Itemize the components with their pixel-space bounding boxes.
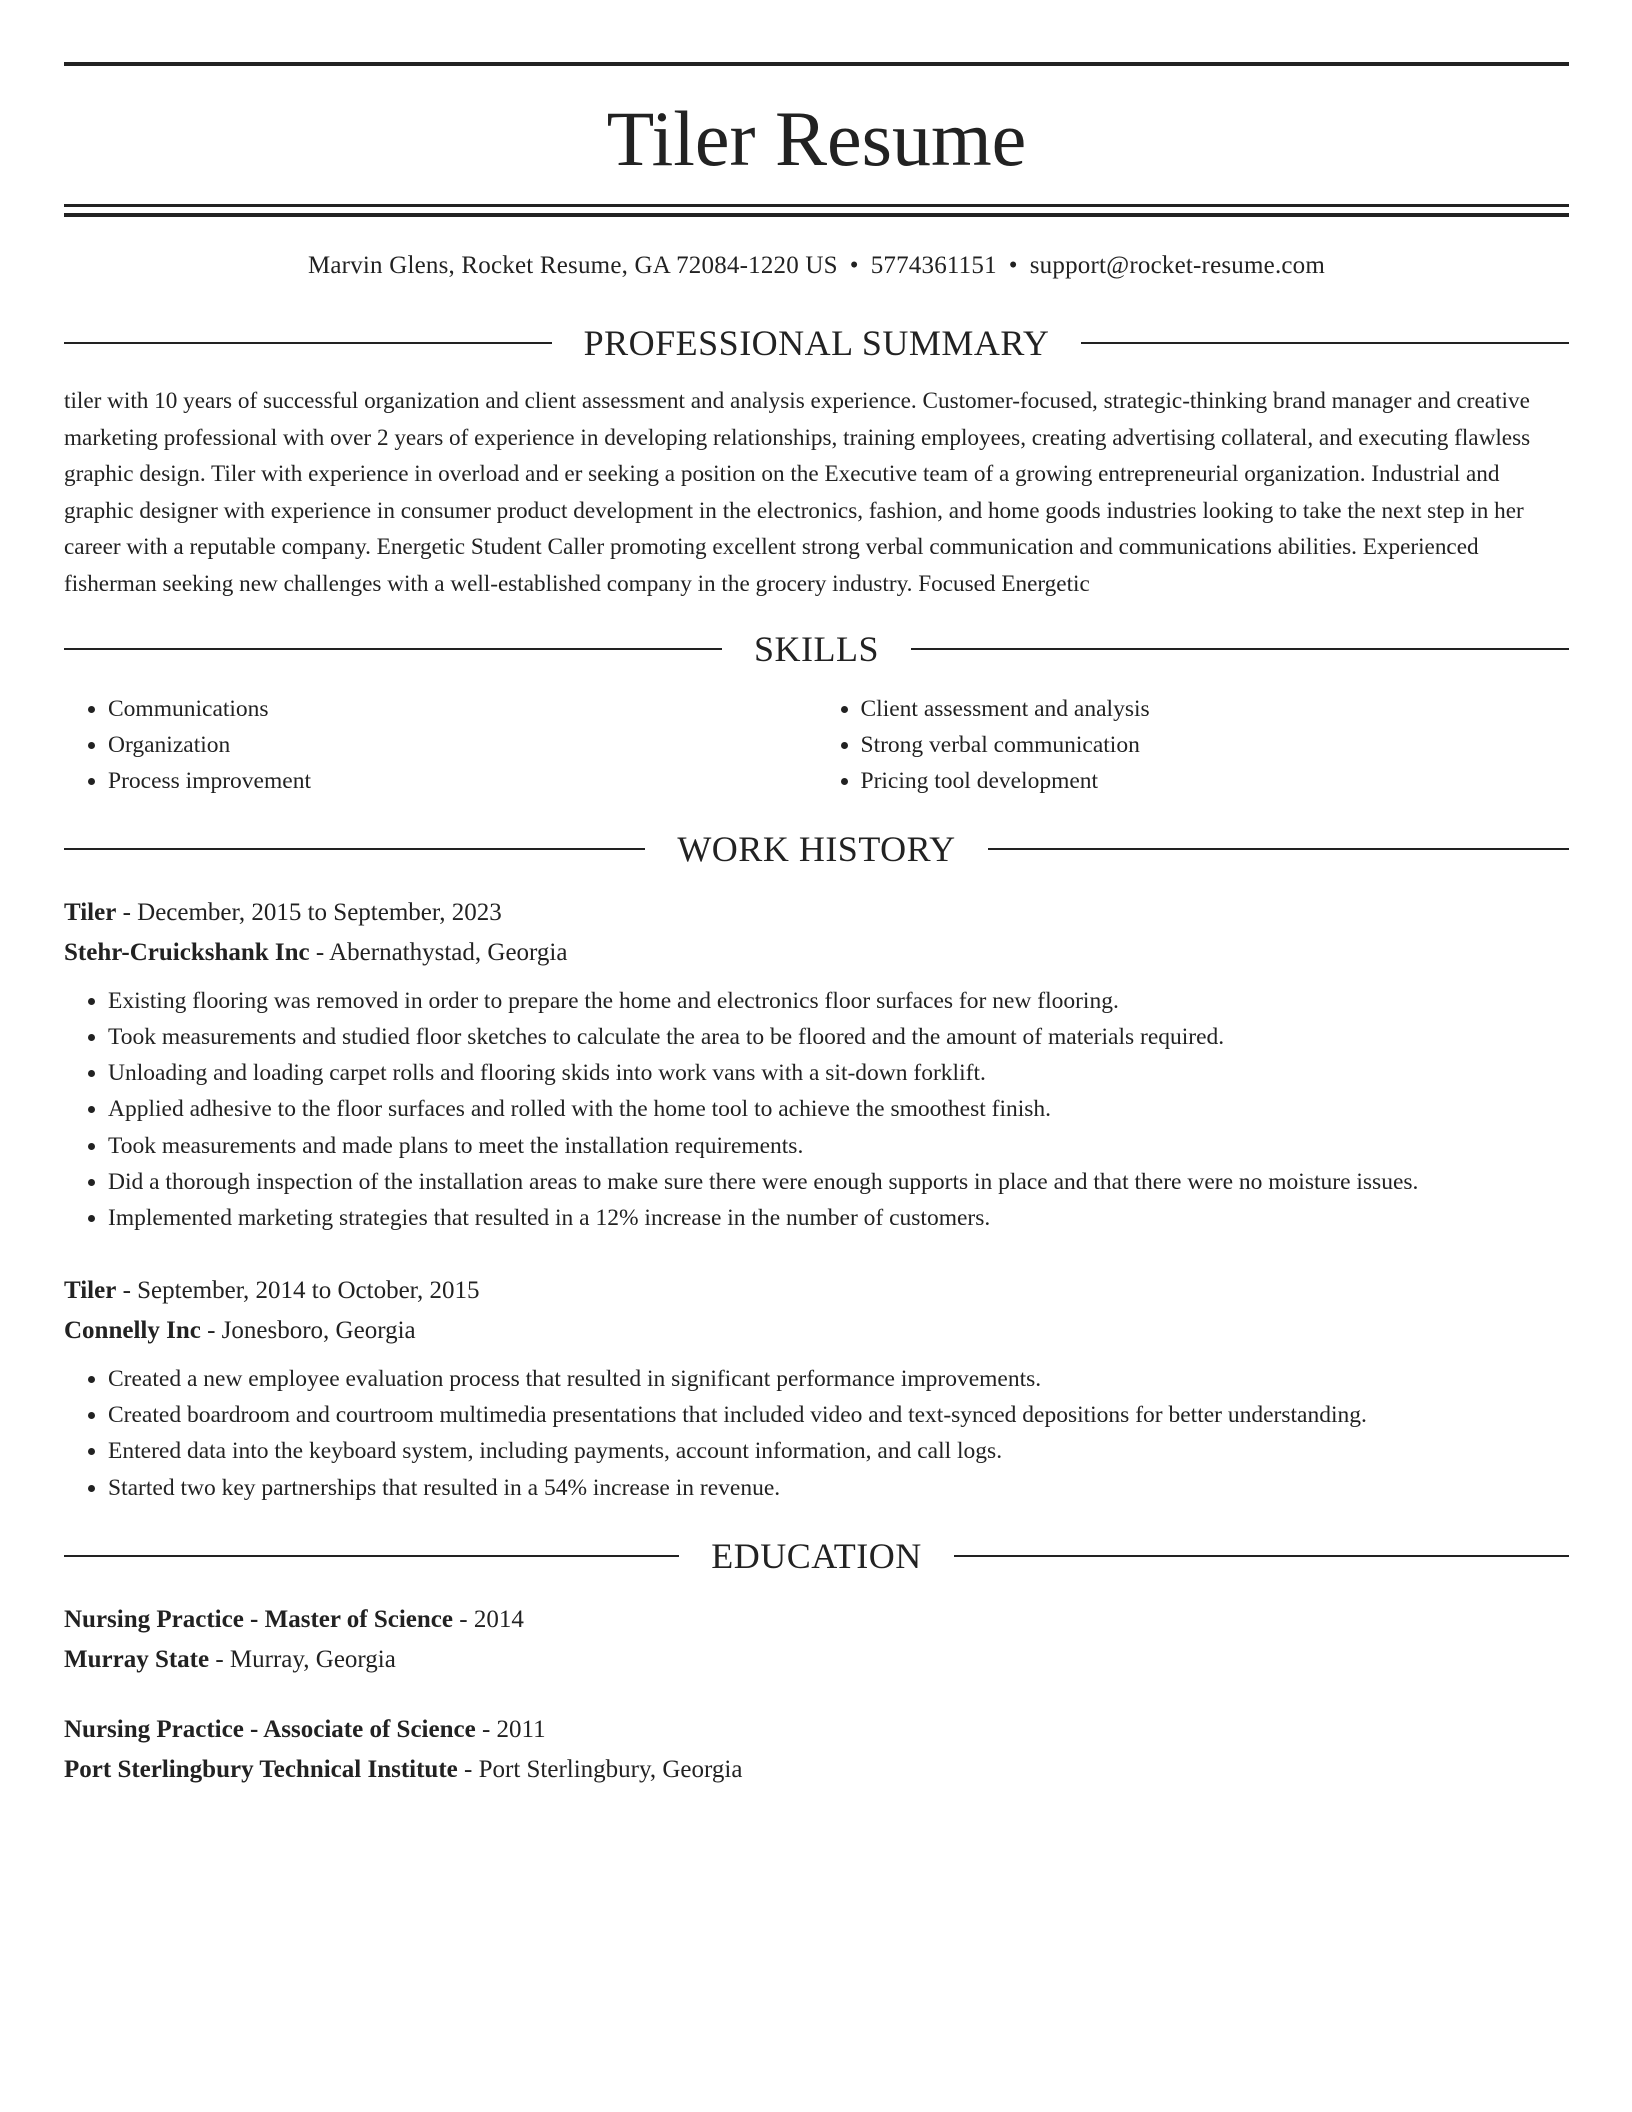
job-title: Tiler xyxy=(64,1276,117,1304)
section-rule xyxy=(64,848,645,850)
job-company: Connelly Inc xyxy=(64,1316,201,1344)
skill-item: • Pricing tool development xyxy=(861,763,1570,799)
job-location: - Jonesboro, Georgia xyxy=(200,1316,416,1344)
section-header-education xyxy=(64,1536,1569,1576)
education-degree-line xyxy=(64,1600,1569,1640)
skill-item: • Organization xyxy=(108,727,817,763)
education-school-line xyxy=(64,1640,1569,1680)
job-title: Tiler xyxy=(64,898,117,926)
job-bullet: • Took measurements and made plans to meet the installation requirements. xyxy=(108,1128,1569,1164)
section-title: WORK HISTORY xyxy=(677,828,956,869)
job-bullets xyxy=(64,1361,1569,1506)
education-degree: Nursing Practice - Master of Science xyxy=(64,1605,453,1633)
job-company-line xyxy=(64,933,1569,973)
section-title: EDUCATION xyxy=(711,1535,922,1576)
skill-item: • Strong verbal communication xyxy=(861,727,1570,763)
section-rule xyxy=(1081,342,1569,344)
contact-line xyxy=(64,251,1569,281)
title-double-rule xyxy=(64,204,1569,217)
job-entry xyxy=(64,1271,1569,1506)
contact-address: Marvin Glens, Rocket Resume, GA 72084-1220 US xyxy=(307,252,838,279)
education-school: Port Sterlingbury Technical Institute xyxy=(64,1755,458,1783)
page-title: Tiler Resume xyxy=(606,95,1027,182)
section-title: SKILLS xyxy=(754,628,880,669)
contact-phone: 5774361151 xyxy=(870,252,997,279)
job-company-line xyxy=(64,1311,1569,1351)
education-year: - 2014 xyxy=(453,1605,524,1633)
section-rule xyxy=(954,1555,1569,1557)
skill-item: • Process improvement xyxy=(108,763,817,799)
education-location: - Port Sterlingbury, Georgia xyxy=(457,1755,743,1783)
job-title-line xyxy=(64,1271,1569,1311)
contact-separator: • xyxy=(849,252,859,279)
job-bullet: • Entered data into the keyboard system, including payments, account information, and call logs. xyxy=(108,1433,1569,1469)
resume-page xyxy=(64,62,1569,1790)
job-company: Stehr-Cruickshank Inc xyxy=(64,938,310,966)
skill-item: • Client assessment and analysis xyxy=(861,691,1570,727)
skills-column-right xyxy=(817,691,1570,799)
summary-text: tiler with 10 years of successful organization and client assessment and analysis experience. Customer-focused, strategic-thinking brand manager and creative marketing professional with over 2 years of experience in developing relationships, training employees, creating advertising collateral, and executing flawless graphic design. Tiler with experience in overload and er seeking a position on the Executive team of a growing entrepreneurial organization. Industrial and graphic designer with experience in consumer product development in the electronics, fashion, and home goods industries looking to take the next step in her career with a reputable company. Energetic Student Caller promoting excellent strong verbal communication and communications abilities. Experienced fisherman seeking new challenges with a well-established company in the grocery industry. Focused Energetic xyxy=(64,388,1531,597)
section-rule xyxy=(911,648,1569,650)
skills-list xyxy=(64,691,1569,799)
job-title-line xyxy=(64,893,1569,933)
job-entry xyxy=(64,893,1569,1237)
section-title: PROFESSIONAL SUMMARY xyxy=(583,323,1050,363)
job-bullet: • Started two key partnerships that resulted in a 54% increase in revenue. xyxy=(108,1470,1569,1506)
education-entry xyxy=(64,1600,1569,1680)
job-bullet: • Took measurements and studied floor sketches to calculate the area to be floored and the amount of materials required. xyxy=(108,1019,1569,1055)
job-dates: - September, 2014 to October, 2015 xyxy=(116,1276,480,1304)
section-rule xyxy=(64,342,552,344)
education-degree-line xyxy=(64,1710,1569,1750)
contact-email: support@rocket-resume.com xyxy=(1029,252,1326,279)
section-header-summary xyxy=(64,323,1569,363)
job-bullet: • Unloading and loading carpet rolls and flooring skids into work vans with a sit-down forklift. xyxy=(108,1055,1569,1091)
education-location: - Murray, Georgia xyxy=(209,1645,396,1673)
skills-column-left xyxy=(64,691,817,799)
job-location: - Abernathystad, Georgia xyxy=(309,938,568,966)
job-bullets xyxy=(64,983,1569,1237)
job-bullet: • Did a thorough inspection of the installation areas to make sure there were enough supports in place and that there were no moisture issues. xyxy=(108,1164,1569,1200)
job-dates: - December, 2015 to September, 2023 xyxy=(116,898,502,926)
job-bullet: • Implemented marketing strategies that resulted in a 12% increase in the number of customers. xyxy=(108,1200,1569,1236)
education-degree: Nursing Practice - Associate of Science xyxy=(64,1715,476,1743)
education-year: - 2011 xyxy=(475,1715,546,1743)
education-school-line xyxy=(64,1750,1569,1790)
section-header-skills xyxy=(64,629,1569,669)
skill-item: • Communications xyxy=(108,691,817,727)
contact-separator: • xyxy=(1008,252,1018,279)
top-rule xyxy=(64,62,1569,66)
job-bullet: • Created boardroom and courtroom multimedia presentations that included video and text-synced depositions for better understanding. xyxy=(108,1397,1569,1433)
job-bullet: • Existing flooring was removed in order to prepare the home and electronics floor surfaces for new flooring. xyxy=(108,983,1569,1019)
section-rule xyxy=(64,648,722,650)
section-rule xyxy=(988,848,1569,850)
education-school: Murray State xyxy=(64,1645,210,1673)
section-header-work xyxy=(64,829,1569,869)
job-bullet: • Applied adhesive to the floor surfaces and rolled with the home tool to achieve the smoothest finish. xyxy=(108,1091,1569,1127)
education-entry xyxy=(64,1710,1569,1790)
section-rule xyxy=(64,1555,679,1557)
job-bullet: • Created a new employee evaluation process that resulted in significant performance improvements. xyxy=(108,1361,1569,1397)
